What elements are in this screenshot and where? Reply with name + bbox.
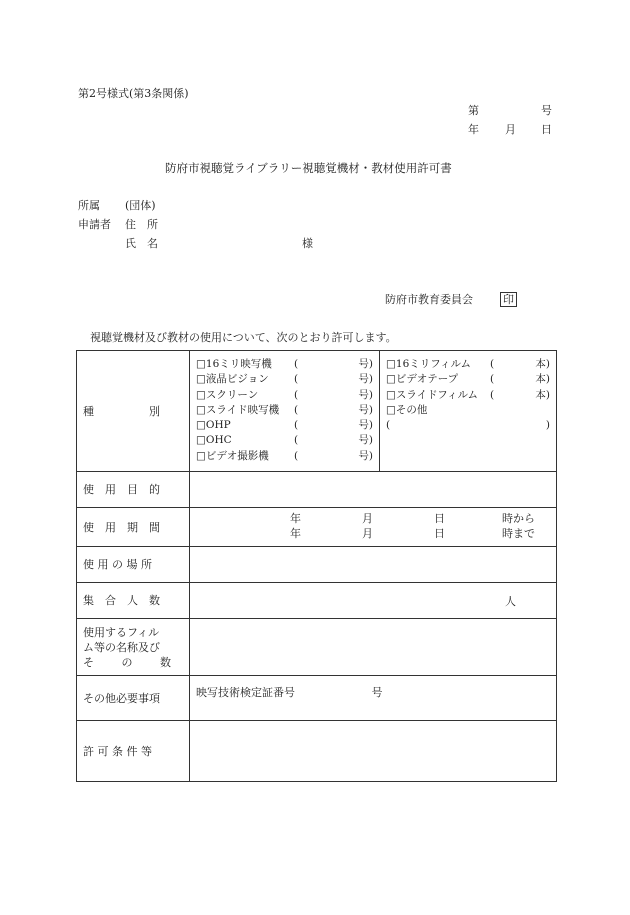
type-label-cell bbox=[77, 351, 190, 472]
other-label-cell bbox=[77, 676, 190, 721]
equipment-item[interactable]: □OHP ( 号) bbox=[196, 419, 373, 432]
period-label: 使 用 期 間 bbox=[83, 520, 160, 534]
film-label-line2: ム等の名称及び bbox=[83, 640, 160, 654]
period-to-day: 日 bbox=[434, 527, 445, 540]
period-to-month: 月 bbox=[362, 527, 373, 540]
form-number: 第2号様式(第3条関係) bbox=[78, 87, 189, 100]
place-field[interactable] bbox=[190, 547, 557, 583]
applicant-label: 申請者 bbox=[78, 218, 111, 231]
honorific: 様 bbox=[302, 237, 313, 250]
affiliation-label: 所属 bbox=[78, 199, 100, 212]
equipment-row bbox=[77, 351, 557, 472]
certificate-label: 映写技術検定証番号 bbox=[196, 686, 295, 699]
media-item[interactable]: □16ミリフィルム ( 本) bbox=[386, 358, 550, 370]
film-label-cell bbox=[77, 619, 190, 676]
equipment-item[interactable]: □スライド映写機 ( 号) bbox=[196, 403, 373, 416]
media-item[interactable]: □その他 bbox=[386, 403, 428, 416]
seal-stamp: 印 bbox=[500, 292, 517, 307]
attendees-label: 集 合 人 数 bbox=[83, 594, 160, 607]
attendees-label-cell bbox=[77, 583, 190, 619]
period-from-time: 時から bbox=[502, 512, 535, 525]
period-from-day: 日 bbox=[434, 512, 445, 525]
place-row bbox=[77, 547, 557, 583]
address-label: 住 所 bbox=[125, 218, 158, 231]
date-year: 年 bbox=[468, 123, 479, 136]
film-row bbox=[77, 619, 557, 676]
purpose-field[interactable] bbox=[190, 472, 557, 508]
purpose-row bbox=[77, 472, 557, 508]
period-row bbox=[77, 508, 557, 547]
purpose-label-cell bbox=[77, 472, 190, 508]
group-label: (団体) bbox=[125, 199, 156, 212]
other-label: その他必要事項 bbox=[83, 691, 160, 705]
intro-text: 視聴覚機材及び教材の使用について、次のとおり許可します。 bbox=[90, 331, 397, 344]
period-from-year: 年 bbox=[290, 512, 301, 525]
film-label-line1: 使用するフィル bbox=[83, 625, 160, 639]
purpose-label: 使 用 目 的 bbox=[83, 483, 160, 496]
conditions-label: 許 可 条 件 等 bbox=[83, 744, 152, 758]
name-label: 氏 名 bbox=[125, 237, 158, 250]
type-label: 種 別 bbox=[83, 404, 160, 418]
attendees-unit: 人 bbox=[505, 594, 516, 608]
conditions-label-cell bbox=[77, 721, 190, 782]
date-month: 月 bbox=[505, 123, 516, 136]
media-other-field[interactable]: ( ) bbox=[386, 419, 550, 432]
equipment-cell bbox=[190, 351, 557, 472]
other-row bbox=[77, 676, 557, 721]
doc-number-prefix: 第 bbox=[468, 104, 479, 117]
film-field[interactable] bbox=[190, 619, 557, 676]
issuer-name: 防府市教育委員会 bbox=[385, 293, 473, 306]
certificate-suffix: 号 bbox=[371, 686, 383, 699]
media-item[interactable]: □ビデオテープ ( 本) bbox=[386, 373, 550, 386]
media-item[interactable]: □スライドフィルム ( 本) bbox=[386, 388, 550, 401]
equipment-item[interactable]: □OHC ( 号) bbox=[196, 434, 373, 447]
attendees-row bbox=[77, 583, 557, 619]
equipment-item[interactable]: □液晶ビジョン ( 号) bbox=[196, 373, 373, 386]
place-label-cell bbox=[77, 547, 190, 583]
date-day: 日 bbox=[541, 123, 552, 136]
conditions-row bbox=[77, 721, 557, 782]
equipment-item[interactable]: □スクリーン ( 号) bbox=[196, 388, 373, 401]
period-to-year: 年 bbox=[290, 527, 301, 540]
period-from-month: 月 bbox=[362, 512, 373, 525]
equipment-item[interactable]: □16ミリ映写機 ( 号) bbox=[196, 358, 373, 370]
permit-form-table bbox=[76, 350, 557, 782]
equipment-list-media bbox=[380, 351, 556, 471]
doc-number-suffix: 号 bbox=[541, 104, 552, 117]
place-label: 使 用 の 場 所 bbox=[83, 558, 152, 571]
period-to-time: 時まで bbox=[502, 527, 535, 540]
conditions-field[interactable] bbox=[190, 721, 557, 782]
period-field[interactable] bbox=[190, 508, 557, 547]
equipment-list-machines bbox=[190, 351, 380, 471]
film-label-line3: そ の 数 bbox=[83, 655, 171, 669]
document-title: 防府市視聴覚ライブラリー視聴覚機材・教材使用許可書 bbox=[165, 161, 452, 175]
other-field[interactable] bbox=[190, 676, 557, 721]
attendees-field[interactable] bbox=[190, 583, 557, 619]
period-label-cell bbox=[77, 508, 190, 547]
equipment-item[interactable]: □ビデオ撮影機 ( 号) bbox=[196, 449, 373, 462]
